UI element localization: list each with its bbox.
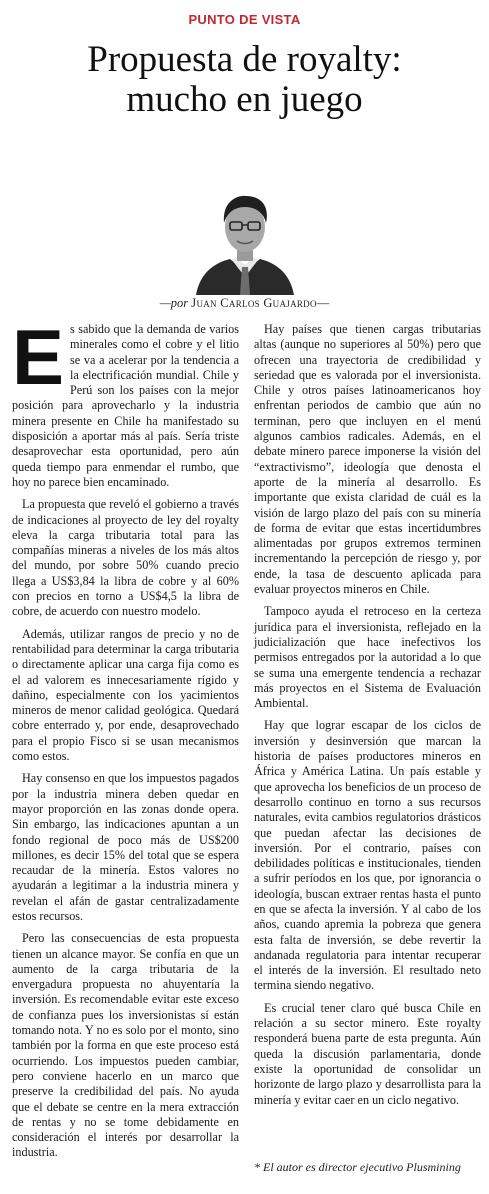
- author-portrait: [192, 185, 298, 295]
- paragraph: Además, utilizar rangos de precio y no de rentabilidad para determinar la carga tributaria o directamente aplicar una carga fija como es el ad valorem es innecesariamente rígido y dañino, especialmente con los yacimientos mineros de menor calidad geológica. Quedará cobre enterrado y, por ende, desaprovechado para el propio Fisco si se usan mecanismos como estos.: [12, 626, 239, 764]
- headline: [20, 40, 469, 120]
- paragraph: Tampoco ayuda el retroceso en la certeza jurídica para el inversionista, reflejado en la judicialización que hace inefectivos los permisos entregados por la autoridad a lo que se suma una emergente tendencia a rechazar más proyectos en el Sistema de Evaluación Ambiental.: [254, 604, 481, 711]
- byline-prefix: —por: [159, 296, 189, 310]
- byline-suffix: —: [316, 296, 330, 310]
- drop-cap: E: [12, 313, 65, 401]
- byline-author: Juan Carlos Guajardo: [191, 296, 317, 310]
- paragraph: La propuesta que reveló el gobierno a través de indicaciones al proyecto de ley del royalty eleva la carga tributaria total para las compañías mineras a niveles de los más altos del mundo, por sobre 50% cuando precio llega a US$3,84 la libra de cobre y al 60% con precios en torno a US$4,5 la libra de cobre, de acuerdo con nuestro modelo.: [12, 497, 239, 619]
- author-footnote: * El autor es director ejecutivo Plusmining: [254, 1160, 461, 1174]
- article-column-left: [12, 313, 239, 1168]
- paragraph: [12, 313, 239, 490]
- paragraph-text: s sabido que la demanda de varios minerales como el cobre y el litio se va a acelerar por la tendencia a la electrificación mundial. Chile y Perú son los países con la mejor posición para aprovecharlo y la industria minera presente en Chile ha manifestado su disposición a aportar más al país. Sería triste desaprovechar esta oportunidad, pero aún queda tiempo para enmendar el rumbo, que hoy no parece bien encaminado.: [12, 322, 239, 489]
- byline: [0, 296, 489, 311]
- paragraph: Hay consenso en que los impuestos pagados por la industria minera deben quedar en mayor proporción en las zonas donde opera. Sin embargo, las indicaciones apuntan a un fondo regional de poco más de US$200 millones, es decir 15% del total que se espera recaudar de la minería. Estos valores no ayudarán a legitimar a la industria minera y revelan el afán de gastar centralizadamente estos recursos.: [12, 771, 239, 923]
- paragraph: Hay países que tienen cargas tributarias altas (aunque no superiores al 50%) pero que ofrecen una trayectoria de credibilidad y seriedad que es valorada por el inversionista. Chile y otros países latinoamericanos hoy enfrentan periodos de cambio que aún no terminan, pero que incluyen en el menú algunos cambios radicales. Además, en el debate minero parece imponerse la visión del “extractivismo”, ideología que denosta el aporte de la minería al desarrollo. Es importante que exista claridad de cuál es la visión de largo plazo del país con su minería de forma de evitar que estas incertidumbres alimentadas por grupos extremos terminen incrementando la percepción de riesgo y, por ende, la tasa de descuento aplicada para evaluar proyectos mineros en Chile.: [254, 322, 481, 597]
- paragraph: Pero las consecuencias de esta propuesta tienen un alcance mayor. Se confía en que un aumento de la carga tributaria de la envergadura propuesta no ahuyentaría la inversión. Es recomendable evitar este exceso de confianza pues los inversionistas sí están tomando nota. Y no es solo por el monto, sino también por la forma en que este proceso está ocurriendo. Los impuestos pueden cambiar, pero conviene hacerlo en un marco que preserve la credibilidad del país. No ayuda que el debate se centre en la mera extracción de rentas y no se tome debidamente en consideración el interés por desarrollar la industria.: [12, 931, 239, 1160]
- headline-line-1: Propuesta de royalty:: [87, 39, 402, 80]
- paragraph: Es crucial tener claro qué busca Chile en relación a su sector minero. Este royalty responderá buena parte de esta pregunta. Aún queda la discusión parlamentaria, donde existe la oportunidad de consolidar un horizonte de largo plazo y desarrollista para la minería y evitar caer en un ciclo negativo.: [254, 1000, 481, 1107]
- article-column-right: [254, 322, 481, 1115]
- section-kicker: PUNTO DE VISTA: [188, 12, 301, 27]
- headline-line-2: mucho en juego: [126, 79, 363, 120]
- paragraph: Hay que lograr escapar de los ciclos de inversión y desinversión que marcan la historia de países productores mineros en África y América Latina. Un país estable y que aprovecha los beneficios de un proceso de desarrollo continuo en torno a sus recursos naturales, evita cambios regulatorios drásticos que puedan afectar las decisiones de inversión. Por el contrario, países con debilidades políticas e institucionales, tienden a sufrir períodos en los que, por ignorancia o ideología, buscan extraer rentas hasta el punto en que se afecta la inversión. Y al cabo de los años, cuando apremia la pobreza que genera esta falta de inversión, se debe revertir la andanada regulatoria para intentar recuperar el interés de la inversión. El resultado neto termina siendo negativo.: [254, 718, 481, 993]
